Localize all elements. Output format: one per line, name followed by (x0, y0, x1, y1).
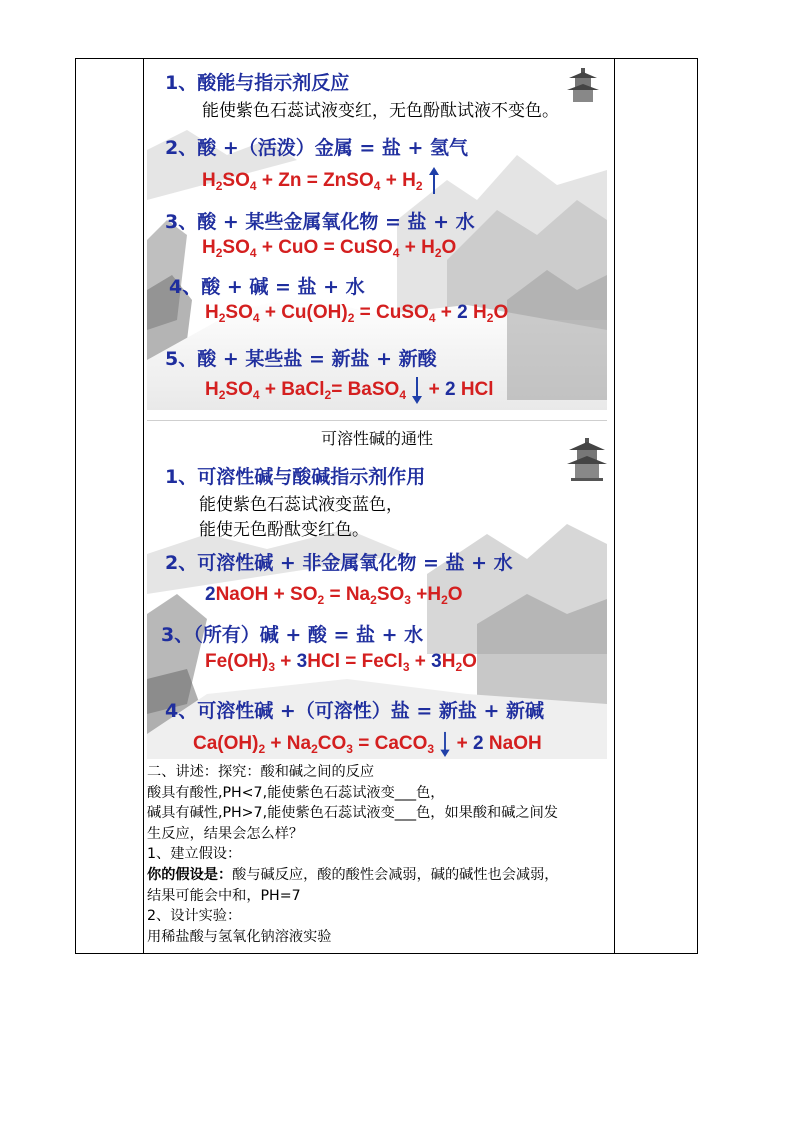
acid-property-1-heading: 1、酸能与指示剂反应 (165, 72, 350, 94)
base-property-4-heading: 4、可溶性碱 +（可溶性）盐 = 新盐 + 新碱 (165, 700, 545, 722)
acid-property-2-heading: 2、酸 +（活泼）金属 = 盐 + 氢气 (165, 137, 469, 159)
acid-salt-equation: $H_2SO_4$ + BaCl$_2$= BaSO$_4$ + 2 HCl (205, 376, 494, 404)
hypothesis-label: 你的假设是： (147, 866, 233, 883)
acid-properties-slide (147, 60, 607, 410)
text-line-section-heading: 二、讲述：探究：酸和碱之间的反应 (147, 764, 375, 780)
acid-property-5-heading: 5、酸 + 某些盐 = 新盐 + 新酸 (165, 348, 437, 370)
lesson-text (147, 762, 612, 947)
acid-property-1-description: 能使紫色石蕊试液变红，无色酚酞试液不变色。 (202, 101, 559, 121)
acid-property-3-heading: 3、酸 + 某些金属氧化物 = 盐 + 水 (165, 211, 475, 233)
base-nonmetal-oxide-equation: 2NaOH + $SO_2 = Na_2SO_3 +H_2O$ (205, 584, 463, 607)
text-line-question: 生反应，结果会怎么样？ (147, 825, 304, 842)
acid-base-equation: $H_2SO_4 + Cu(OH)_2$ = CuSO$_4$ + 2 $H_2O$ (205, 302, 509, 325)
hypothesis-content: 酸与碱反应，酸的酸性会减弱，碱的碱性也会减弱， (232, 866, 559, 883)
section-title: 可溶性碱的通性 (320, 429, 433, 448)
text-line-hypothesis (147, 865, 612, 886)
base-acid-equation: $Fe(OH)_3 + 3HCl$ = FeCl$_3$ + $3H_2O$ (205, 651, 477, 674)
precipitate-arrow-down-icon (411, 376, 423, 404)
base-property-1-heading: 1、可溶性碱与酸碱指示剂作用 (165, 466, 426, 488)
text-line-hypothesis-heading: 1、建立假设： (147, 846, 242, 863)
base-property-3-heading: 3、（所有）碱 + 酸 = 盐 + 水 (161, 624, 424, 646)
base-property-1-description-1: 能使紫色石蕊试液变蓝色， (199, 495, 403, 515)
acid-metal-oxide-equation: $H_2SO_4$ + CuO = CuSO$_4$ + $H_2O$ (202, 237, 457, 260)
text-line-design-heading: 2、设计实验： (147, 908, 242, 925)
acid-property-4-heading: 4、酸 + 碱 = 盐 + 水 (169, 276, 365, 298)
text-line-result: 结果可能会中和，PH=7 (147, 887, 301, 904)
base-property-1-description-2: 能使无色酚酞变红色。 (199, 520, 369, 540)
slide-separator (147, 420, 607, 421)
text-line-acid: 酸具有酸性,PH<7,能使紫色石蕊试液变___色， (147, 784, 445, 801)
text-line-experiment: 用稀盐酸与氢氧化钠溶液实验 (147, 928, 332, 945)
base-property-2-heading: 2、可溶性碱 + 非金属氧化物 = 盐 + 水 (165, 552, 513, 574)
precipitate-arrow-down-icon (439, 731, 451, 757)
gas-arrow-up-icon (428, 167, 440, 195)
base-salt-equation: $Ca(OH)_2 + Na_2CO_3$ = CaCO$_3$ + 2 NaOH (193, 731, 542, 757)
table-column-divider-left (143, 59, 144, 953)
acid-metal-equation: $H_2SO_4 + Zn$ = ZnSO$_4$ + $H_2$ (202, 167, 440, 195)
table-column-divider-right (614, 59, 615, 953)
base-properties-slide (147, 424, 607, 759)
text-line-base: 碱具有碱性,PH>7,能使紫色石蕊试液变___色，如果酸和碱之间发 (147, 805, 558, 822)
